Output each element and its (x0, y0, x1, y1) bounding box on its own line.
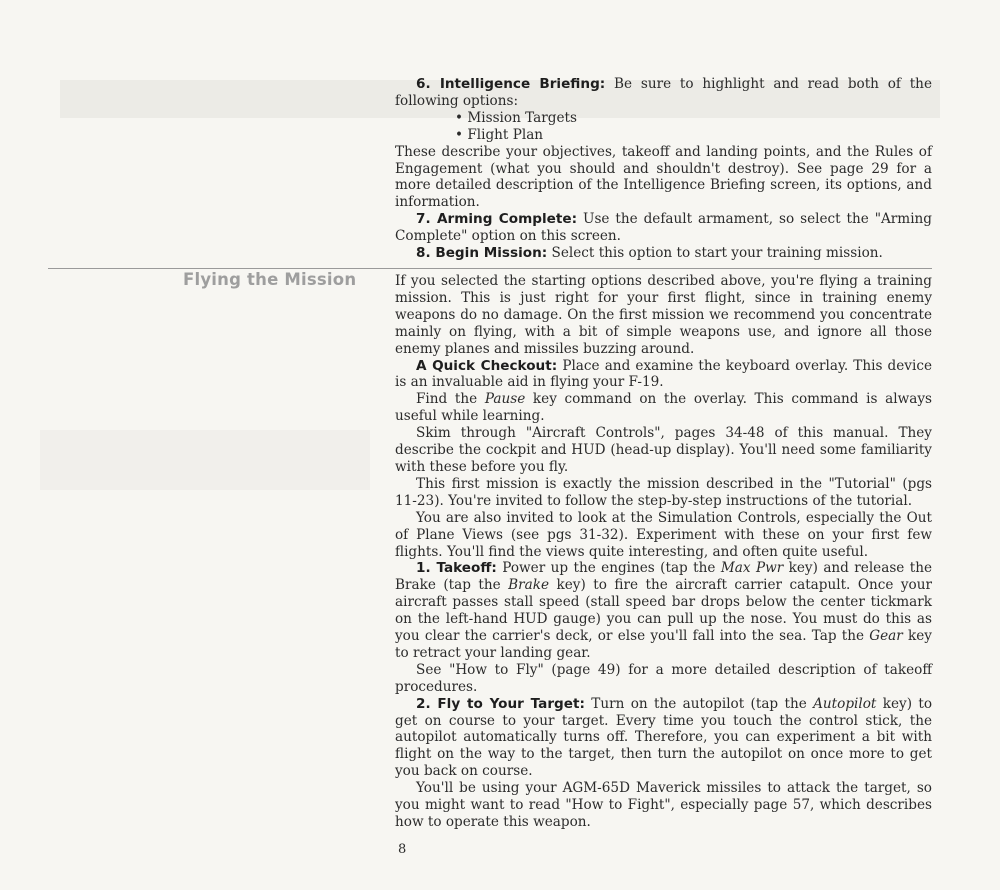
step-8-label: 8. Begin Mission: (416, 245, 548, 262)
fly-text-a: Turn on the autopilot (tap the (591, 695, 814, 712)
section-body (395, 273, 932, 831)
quick-checkout-label: A Quick Checkout: (416, 357, 558, 374)
skim-paragraph: Skim through "Aircraft Controls", pages 34-48 of this manual. They describe the cockpit and HUD (head-up display). You'll need some familiarity with these before you fly. (395, 425, 932, 475)
pause-key: Pause (484, 391, 526, 408)
fly-text-b: key) to get on course to your target. Every time you touch the control stick, the autopilot automatically turns off. Therefore, you can experiment a bit with flight on the way to the target, then turn the autopilot on once more to get you back on course. (395, 695, 932, 780)
fly-to-target-paragraph (395, 696, 932, 781)
takeoff-text-c: key) to fire the aircraft carrier catapult. Once your aircraft passes stall speed (stall speed bar drops below the center tickmark on the left-hand HUD gauge) you can pull up the nose. You must do this as you clear the carrier's deck, or else you'll fall into the sea. Tap the (395, 577, 932, 645)
step-6-description: These describe your objectives, takeoff and landing points, and the Rules of Engagement (what you should and shouldn't destroy). See page 29 for a more detailed description of the Intelligence Briefing screen, its options, and information. (395, 143, 932, 211)
takeoff-label: 1. Takeoff: (416, 560, 497, 577)
fly-to-target-label: 2. Fly to Your Target: (416, 695, 585, 712)
step-8-text: Select this option to start your training mission. (551, 245, 883, 262)
see-how-to-fly-paragraph: See "How to Fly" (page 49) for a more detailed description of takeoff procedures. (395, 661, 932, 695)
step-7 (395, 211, 932, 245)
max-pwr-key: Max Pwr (720, 560, 784, 577)
first-mission-paragraph: This first mission is exactly the mission described in the "Tutorial" (pgs 11-23). You're invited to follow the step-by-step instructions of the tutorial. (395, 475, 932, 509)
bullet-mission-targets: • Mission Targets (455, 109, 577, 126)
pause-text-a: Find the (416, 391, 485, 408)
takeoff-text-a: Power up the engines (tap the (502, 560, 721, 577)
section-divider (48, 268, 932, 269)
page-number: 8 (398, 842, 407, 857)
step-6-label: 6. Intelligence Briefing: (416, 76, 606, 92)
gear-key: Gear (869, 628, 903, 645)
step-7-text: Use the default armament, so select the "Arming Complete" option on this screen. (395, 211, 932, 245)
briefing-steps (395, 76, 932, 262)
brake-key: Brake (508, 577, 550, 594)
takeoff-text-d: key to retract your landing gear. (395, 628, 932, 661)
step-8 (395, 245, 932, 262)
intro-paragraph: If you selected the starting options described above, you're flying a training mission. This is just right for your first flight, since in training enemy weapons do no damage. On the first mission we recommend you concentrate mainly on flying, with a bit of simple weapons use, and ignore all those enemy planes and missiles buzzing around. (395, 273, 932, 357)
autopilot-key: Autopilot (813, 695, 877, 712)
quick-checkout-text: Place and examine the keyboard overlay. This device is an invaluable aid in flying your F-19. (395, 357, 932, 391)
step-7-label: 7. Arming Complete: (416, 211, 578, 228)
maverick-paragraph: You'll be using your AGM-65D Maverick missiles to attack the target, so you might want to read "How to Fight", especially page 57, which describes how to operate this weapon. (395, 780, 932, 830)
bleedthrough-band (40, 430, 370, 490)
section-title: Flying the Mission (183, 270, 357, 289)
takeoff-text-b: key) and release the Brake (tap the (395, 560, 933, 594)
simulation-paragraph: You are also invited to look at the Simulation Controls, especially the Out of Plane Views (see pgs 31-32). Experiment with these on your first few flights. You'll find the views quite interesting, and often quite useful. (395, 509, 932, 560)
quick-checkout-paragraph (395, 358, 932, 392)
step-6 (395, 76, 932, 110)
pause-paragraph (395, 391, 932, 425)
step-6-text: Be sure to highlight and read both of the following options: (395, 76, 932, 109)
bullet-flight-plan: • Flight Plan (455, 126, 544, 143)
pause-text-b: key command on the overlay. This command is always useful while learning. (395, 391, 932, 425)
takeoff-paragraph (395, 560, 932, 661)
